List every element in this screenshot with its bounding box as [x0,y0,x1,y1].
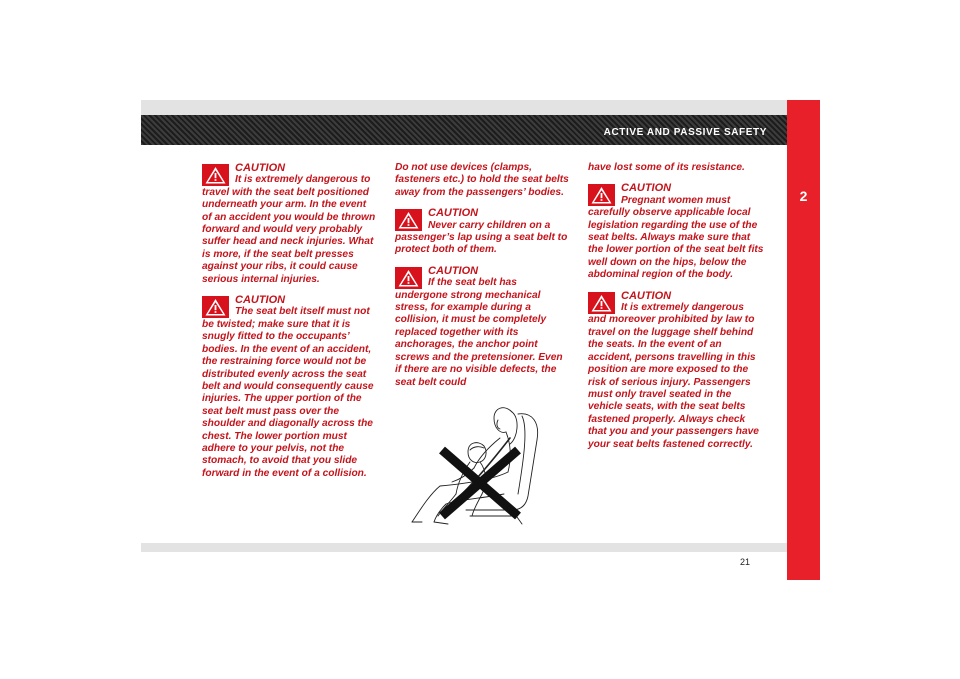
cross-x-icon [442,450,518,516]
bottom-band [141,543,787,552]
caution-block [202,294,378,480]
caution-text: Never carry children on a passenger’s lap using a seat belt to protect both of them. [395,219,568,256]
warning-triangle-icon [588,184,615,206]
warning-triangle-icon [202,164,229,186]
caution-text: It is extremely dangerous to travel with the seat belt positioned underneath your arm. In the event of an accident you would be thrown forward and would very probably suffer head and neck injuries. What is more, if the seat belt presses against your ribs, it could cause serious internal injuries. [202,174,376,285]
caution-heading: CAUTION [621,182,672,195]
paragraph: Do not use devices (clamps, fasteners etc.) to hold the seat belts away from the passengers’ bodies. [395,162,569,198]
caution-block [588,182,764,281]
warning-triangle-icon [395,267,422,289]
caution-text: Pregnant women must carefully observe applicable local legislation regarding the use of the seat belts. Always make sure that the lower portion of the seat belt fits well down on the hips, below the abdominal region of the body. [588,194,764,281]
top-band [141,100,787,115]
warning-triangle-icon [588,292,615,314]
caution-heading: CAUTION [428,207,479,220]
column-2 [395,162,571,397]
chapter-number: 2 [799,188,808,204]
caution-block [202,162,378,286]
warning-triangle-icon [202,296,229,318]
caution-text: The seat belt itself must not be twisted; make sure that it is snugly fitted to the occupants’ bodies. In the event of an accident, the restraining force would not be distributed evenly across the seat belt and would consequently cause injuries. The upper portion of the seat belt must pass over the shoulder and diagonally across the chest. The lower portion must adhere to your pelvis, not the stomach, to avoid that you slide forward in the event of a collision. [202,306,374,479]
caution-text: It is extremely dangerous and moreover prohibited by law to travel on the luggage shelf behind the seats. In the event of an accident, persons travelling in this position are more exposed to the risk of serious injury. Passengers must only travel seated in the vehicle seats, with the seat belts fastened properly. Always check that you and your passengers have your seat belts fastened correctly. [588,302,759,450]
caution-block [395,207,571,257]
caution-block [395,265,571,389]
caution-heading: CAUTION [428,264,479,277]
chapter-tab [787,100,820,580]
caution-heading: CAUTION [621,289,672,302]
child-on-lap-illustration [400,398,550,526]
caution-block [588,290,764,451]
section-header-bar [141,115,787,145]
warning-triangle-icon [395,209,422,231]
caution-heading: CAUTION [235,294,286,307]
caution-heading: CAUTION [235,162,286,174]
section-title: ACTIVE AND PASSIVE SAFETY [603,127,767,138]
column-1 [202,162,378,488]
column-3 [588,162,764,459]
page-number: 21 [740,557,751,567]
caution-text: If the seat belt has undergone strong mechanical stress, for example during a collision, it must be completely replaced together with its anchorages, the anchor point screws and the pretensioner. Even if there are no visible defects, the seat belt could [395,277,563,388]
paragraph: have lost some of its resistance. [588,162,745,173]
